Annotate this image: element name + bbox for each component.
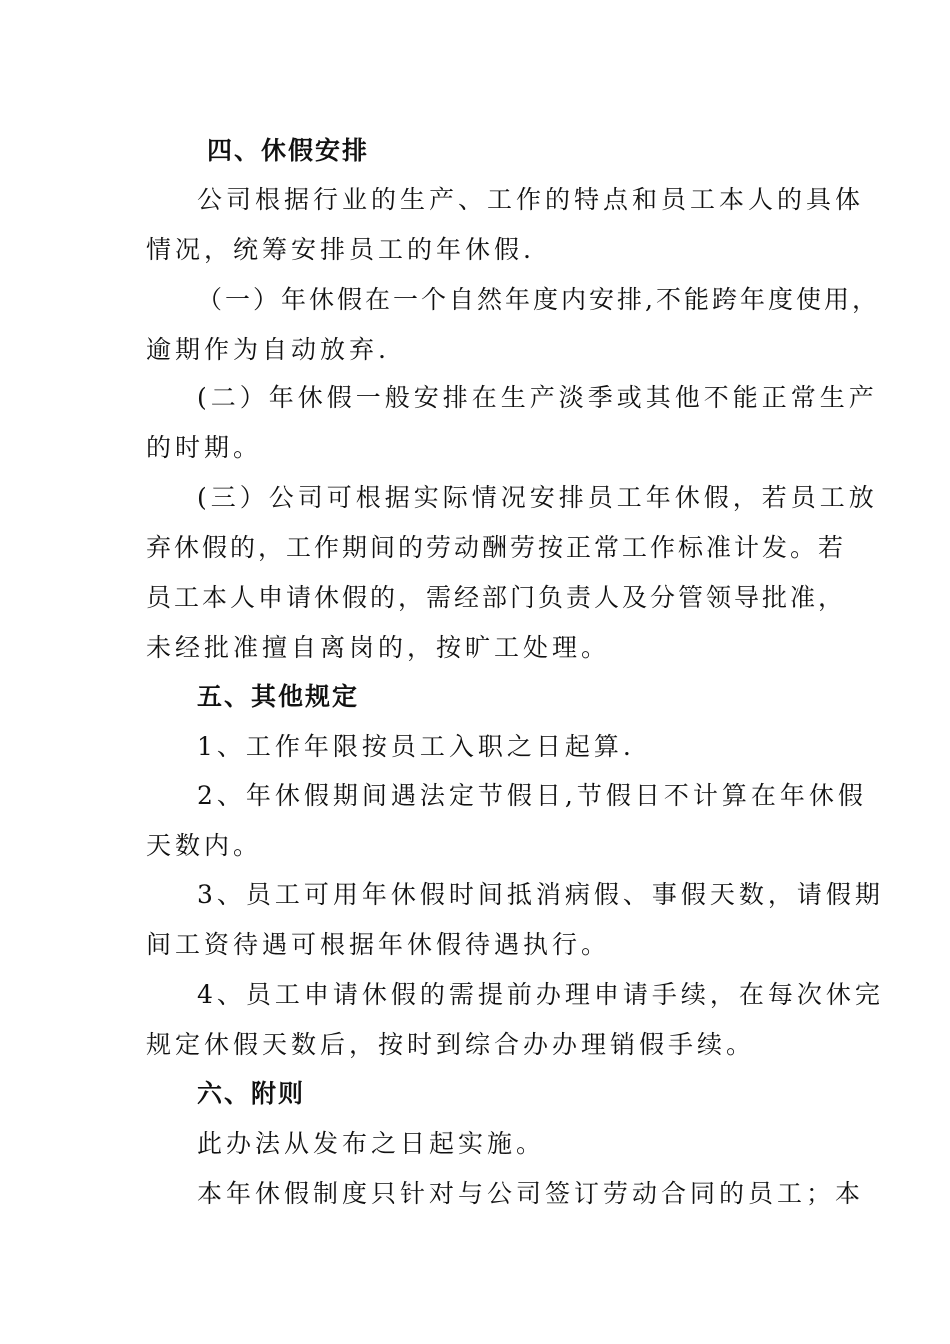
paragraph-line: 公司根据行业的生产、工作的特点和员工本人的具体	[197, 185, 865, 214]
section-heading-supplementary: 六、附则	[197, 1079, 306, 1108]
paragraph-line: 1、工作年限按员工入职之日起算.	[197, 732, 635, 761]
paragraph-line: 2、年休假期间遇法定节假日,节假日不计算在年休假	[197, 781, 867, 810]
paragraph-line: (三）公司可根据实际情况安排员工年休假，若员工放	[197, 483, 878, 512]
paragraph-line: 4、员工申请休假的需提前办理申请手续，在每次休完	[197, 980, 884, 1009]
paragraph-line: 的时期。	[146, 433, 263, 462]
paragraph-line: 3、员工可用年休假时间抵消病假、事假天数，请假期	[197, 880, 884, 909]
paragraph-line: 弃休假的，工作期间的劳动酬劳按正常工作标准计发。若	[146, 533, 847, 562]
section-heading-other-rules: 五、其他规定	[197, 682, 360, 711]
paragraph-line: 逾期作为自动放弃.	[146, 335, 390, 364]
section-heading-leave-arrangement: 四、休假安排	[207, 136, 370, 165]
paragraph-line: 未经批准擅自离岗的，按旷工处理。	[146, 633, 611, 662]
paragraph-line: （一）年休假在一个自然年度内安排,不能跨年度使用，	[197, 285, 880, 314]
paragraph-line: 员工本人申请休假的，需经部门负责人及分管领导批准，	[146, 583, 847, 612]
paragraph-line: 天数内。	[146, 831, 263, 860]
paragraph-line: 间工资待遇可根据年休假待遇执行。	[146, 930, 611, 959]
paragraph-line: 本年休假制度只针对与公司签订劳动合同的员工；本	[197, 1179, 865, 1208]
paragraph-line: (二）年休假一般安排在生产淡季或其他不能正常生产	[197, 383, 878, 412]
paragraph-line: 情况，统筹安排员工的年休假.	[146, 235, 535, 264]
paragraph-line: 规定休假天数后，按时到综合办办理销假手续。	[146, 1030, 756, 1059]
paragraph-line: 此办法从发布之日起实施。	[197, 1129, 546, 1158]
